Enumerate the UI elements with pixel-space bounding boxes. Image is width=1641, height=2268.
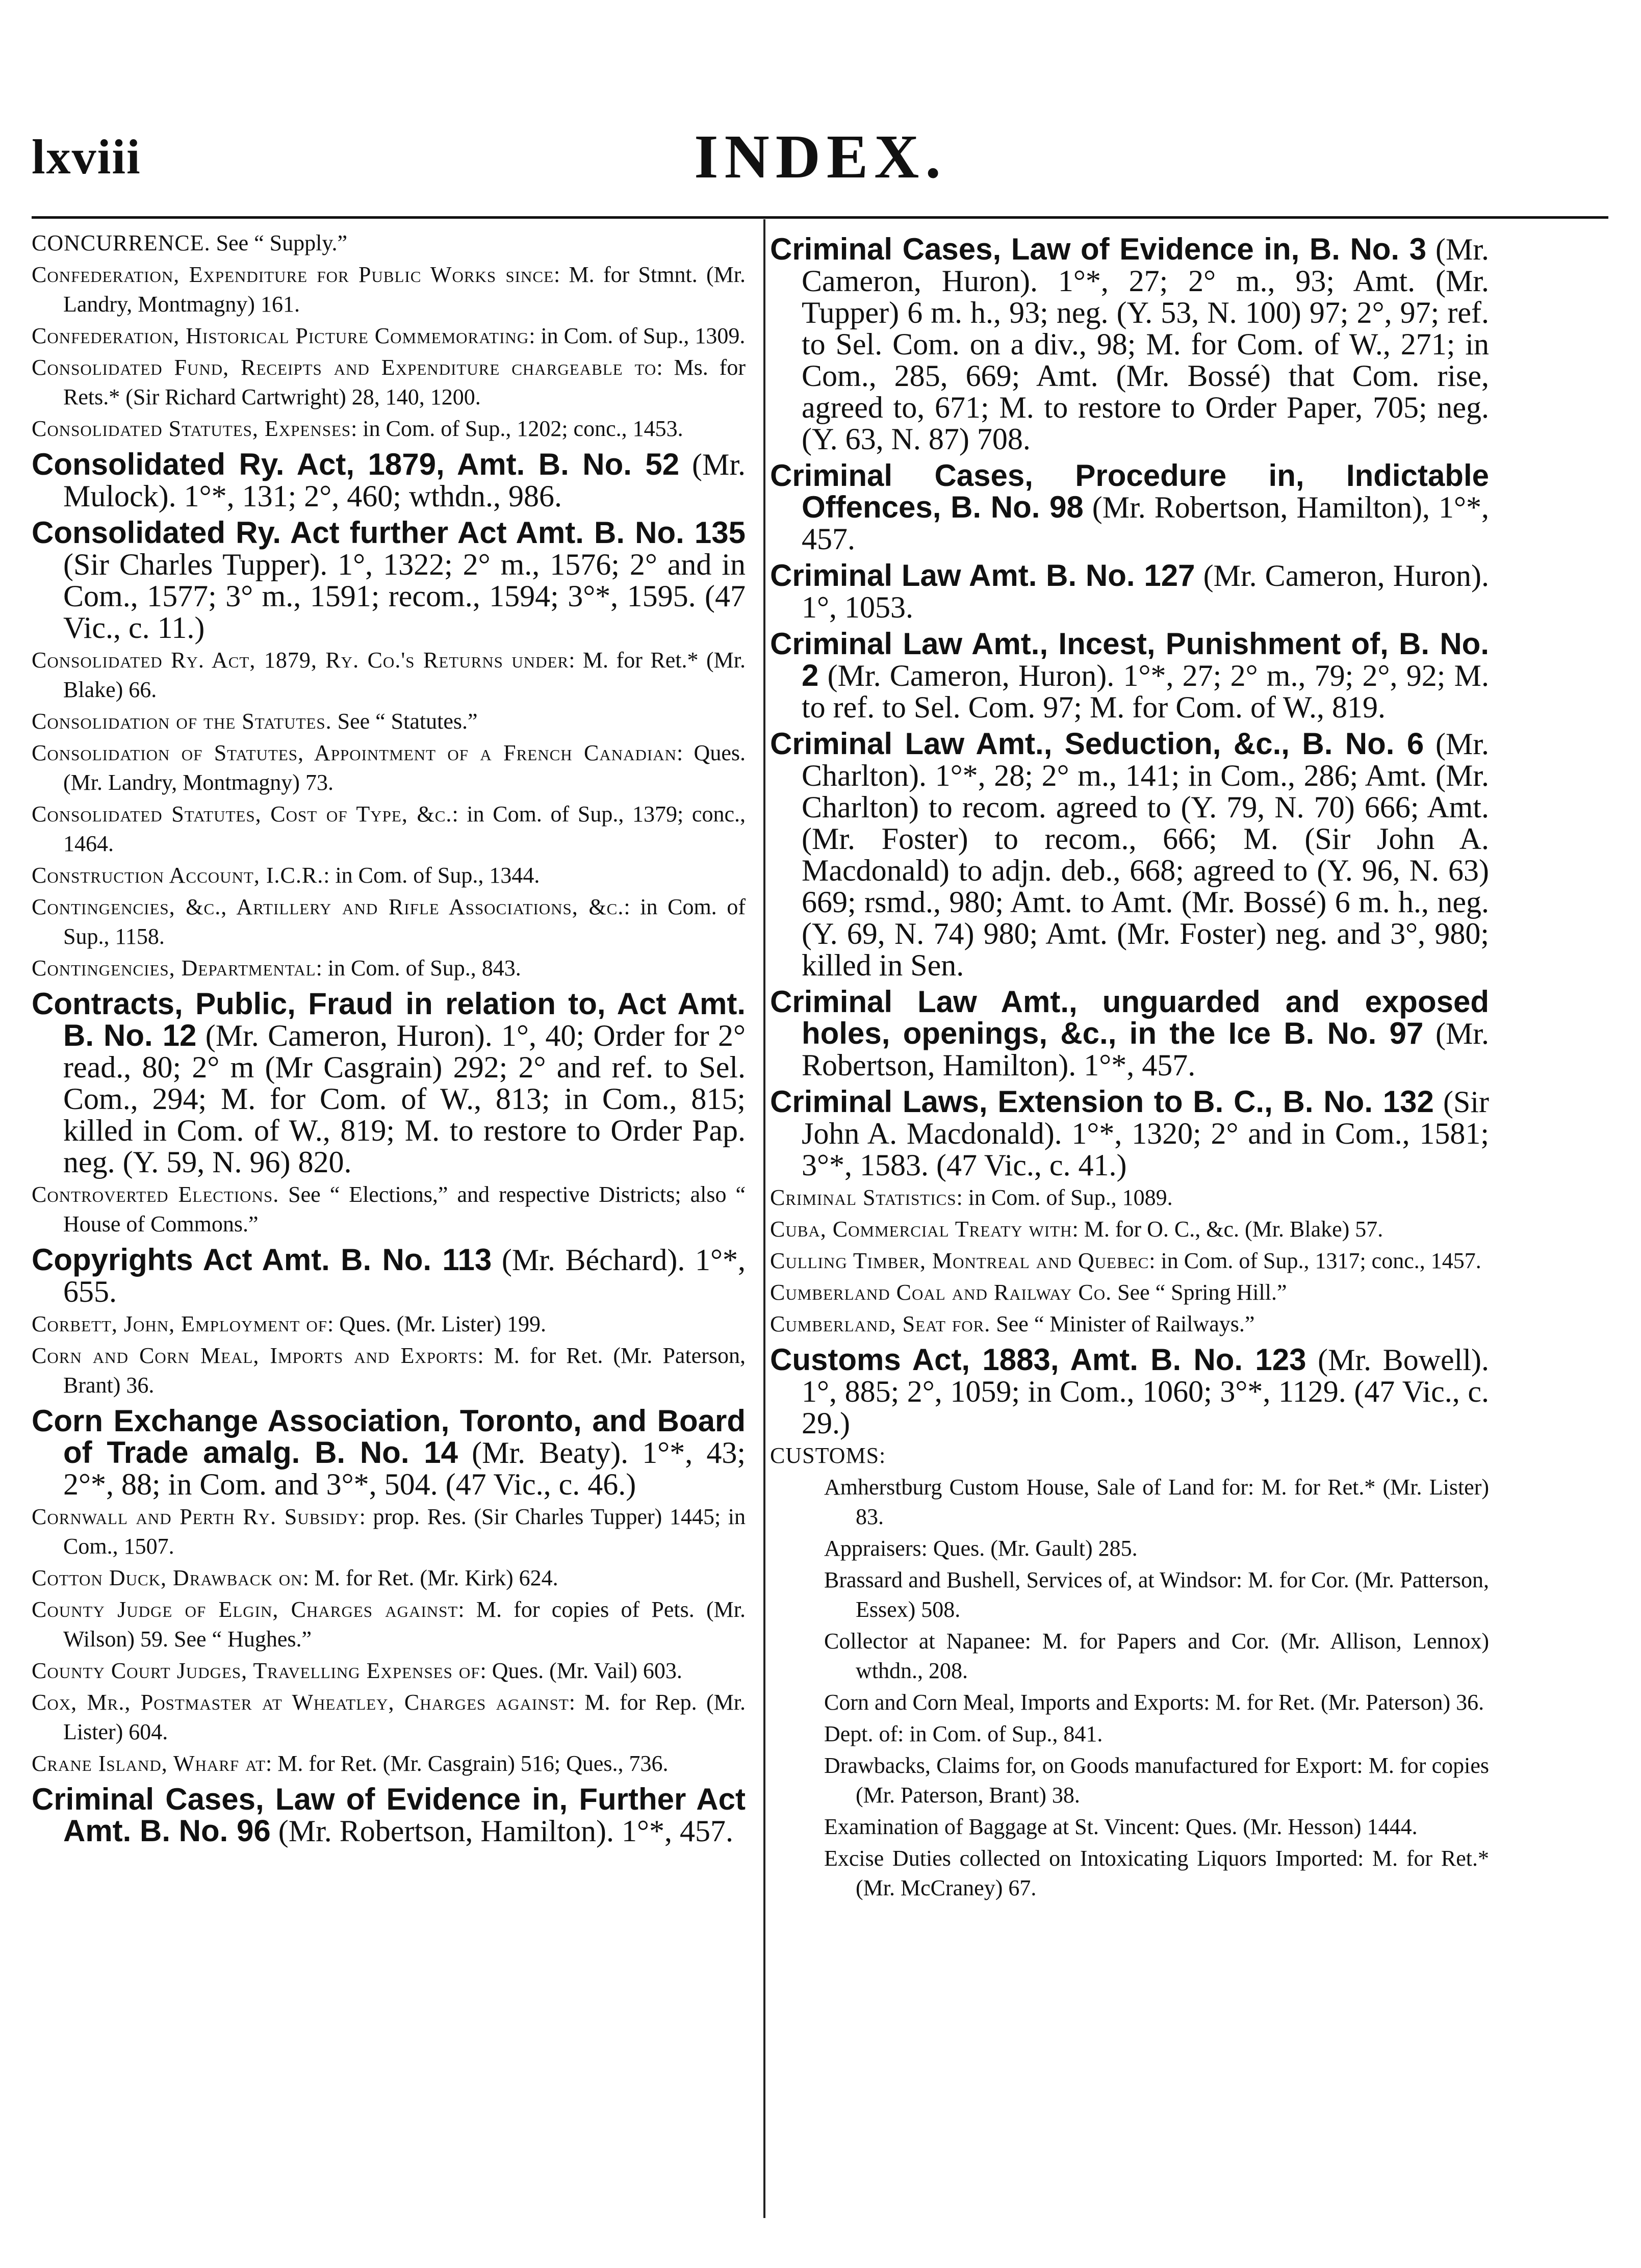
index-entry xyxy=(32,414,746,444)
entry-heading: Confederation, Historical Picture Commemorating xyxy=(32,323,529,348)
entry-references: : M. for O. C., &c. (Mr. Blake) 57. xyxy=(1072,1217,1383,1242)
entry-heading: Cuba, Commercial Treaty with xyxy=(770,1217,1072,1242)
entry-references: See “ Supply.” xyxy=(210,230,348,255)
entry-references: : Ques. (Mr. Vail) 603. xyxy=(480,1658,682,1683)
index-entry xyxy=(32,707,746,736)
index-entry xyxy=(32,517,746,643)
entry-references: : Ms. for Rets.* (Sir Richard Cartwright) 28, 140, 1200. xyxy=(63,355,746,409)
entry-references: : in Com. of Sup., 843. xyxy=(316,956,521,981)
index-entry xyxy=(32,1502,746,1561)
index-entry xyxy=(770,728,1489,981)
header-rule xyxy=(32,216,1608,219)
index-entry xyxy=(32,1309,746,1339)
customs-subentry: Examination of Baggage at St. Vincent: Ques. (Mr. Hesson) 1444. xyxy=(824,1814,1418,1839)
entry-heading: Contingencies, Departmental xyxy=(32,956,316,981)
index-entry xyxy=(770,460,1489,555)
entry-references: : in Com. of Sup., 1089. xyxy=(956,1185,1173,1210)
index-entry xyxy=(32,260,746,319)
index-entry xyxy=(32,738,746,797)
entry-references: : in Com. of Sup., 1317; conc., 1457. xyxy=(1149,1248,1481,1273)
index-entry xyxy=(32,892,746,951)
customs-subentry: Amherstburg Custom House, Sale of Land for: M. for Ret.* (Mr. Lister) 83. xyxy=(824,1475,1489,1529)
entry-heading: Cotton Duck, Drawback on xyxy=(32,1565,303,1590)
entry-references: : prop. Res. (Sir Charles Tupper) 1445; in Com., 1507. xyxy=(63,1504,746,1559)
entry-references: (Mr. Béchard). 1°*, 655. xyxy=(63,1243,746,1308)
entry-heading: Corn Exchange Association, Toronto, and Board of Trade amalg. B. No. 14 xyxy=(32,1404,746,1470)
entry-heading: Corn and Corn Meal, Imports and Exports xyxy=(32,1343,478,1368)
index-entry xyxy=(32,1595,746,1654)
entry-references: (Sir John A. Macdonald). 1°*, 1320; 2° and in Com., 1581; 3°*, 1583. (47 Vic., c. 41.) xyxy=(802,1085,1490,1182)
right-column xyxy=(770,228,1489,1905)
entry-heading: Contracts, Public, Fraud in relation to, Act Amt. B. No. 12 xyxy=(32,987,746,1052)
entry-references: (Mr. Robertson, Hamilton). 1°*, 457. xyxy=(270,1814,733,1848)
index-entry xyxy=(770,1344,1489,1439)
index-entry xyxy=(770,1278,1489,1307)
entry-heading: Contingencies, &c., Artillery and Rifle Associations, &c. xyxy=(32,894,624,919)
index-entry xyxy=(32,1244,746,1307)
entry-heading: Criminal Cases, Procedure in, Indictable Offences, B. No. 98 xyxy=(770,458,1489,524)
entry-heading: Consolidated Fund, Receipts and Expenditure chargeable to xyxy=(32,355,657,380)
entry-heading: Criminal Law Amt., Incest, Punishment of, B. No. 2 xyxy=(770,627,1489,692)
entry-heading: County Court Judges, Travelling Expenses of xyxy=(32,1658,480,1683)
entry-heading: Crane Island, Wharf at xyxy=(32,1751,266,1776)
entry-references: : in Com. of Sup., 1202; conc., 1453. xyxy=(351,416,683,441)
entry-heading: Criminal Law Amt., unguarded and exposed holes, openings, &c., in the Ice B. No. 97 xyxy=(770,985,1489,1050)
customs-subentry: Brassard and Bushell, Services of, at Windsor: M. for Cor. (Mr. Patterson, Essex) 508. xyxy=(824,1567,1489,1622)
customs-subentry: Excise Duties collected on Intoxicating Liquors Imported: M. for Ret.* (Mr. McCraney) 67. xyxy=(824,1846,1489,1900)
entry-heading: Customs Act, 1883, Amt. B. No. 123 xyxy=(770,1343,1306,1377)
entry-heading: Consolidated Ry. Act further Act Amt. B. No. 135 xyxy=(32,516,746,550)
entry-references: (Mr. Bowell). 1°, 885; 2°, 1059; in Com., 1060; 3°*, 1129. (47 Vic., c. 29.) xyxy=(802,1343,1489,1440)
page-title: INDEX. xyxy=(694,122,947,191)
customs-subentry: Collector at Napanee: M. for Papers and Cor. (Mr. Allison, Lennox) wthdn., 208. xyxy=(824,1629,1489,1683)
entry-references: See “ Statutes.” xyxy=(331,709,478,734)
entry-references: (Mr. Beaty). 1°*, 43; 2°*, 88; in Com. and 3°*, 504. (47 Vic., c. 46.) xyxy=(63,1436,746,1501)
entry-references: (Mr. Cameron, Huron). 1°*, 27; 2° m., 93; Amt. (Mr. Tupper) 6 m. h., 93; neg. (Y. 53, N. 100) 97; 2°, 97; ref. to Sel. Com. on a div., 98; M. for Com. of W., 271; in Com., 285, 669; Amt. (Mr. Bossé) that Com. rise, agreed to, 671; M. to restore to Order Paper, 705; neg. (Y. 63, N. 87) 708. xyxy=(802,233,1489,456)
index-entry xyxy=(32,1341,746,1400)
entry-heading: County Judge of Elgin, Charges against xyxy=(32,1597,458,1622)
entry-references: (Mr. Robertson, Hamilton), 1°*, 457. xyxy=(802,491,1490,556)
entry-heading: Cumberland Coal and Railway Co. xyxy=(770,1280,1112,1305)
entry-references: See “ Minister of Railways.” xyxy=(990,1311,1255,1336)
entry-references: (Mr. Cameron, Huron). 1°, 40; Order for 2° read., 80; 2° m (Mr Casgrain) 292; 2° and ref. to Sel. Com., 294; M. for Com. of W., 813; in Com., 815; killed in Com. of W., 819; M. to restore to Order Pap. neg. (Y. 59, N. 96) 820. xyxy=(63,1019,746,1179)
entry-references: : M. for Rep. (Mr. Lister) 604. xyxy=(63,1690,746,1744)
entry-references: (Mr. Mulock). 1°*, 131; 2°, 460; wthdn., 986. xyxy=(63,448,746,513)
entry-heading: CUSTOMS xyxy=(770,1443,880,1468)
entry-references: (Mr. Cameron, Huron). 1°, 1053. xyxy=(802,559,1489,624)
entry-heading: Consolidation of Statutes, Appointment of a French Canadian xyxy=(32,740,677,765)
entry-heading: Consolidated Statutes, Cost of Type, &c. xyxy=(32,802,452,827)
entry-references: : M. for copies of Pets. (Mr. Wilson) 59. See “ Hughes.” xyxy=(63,1597,746,1652)
left-column xyxy=(32,228,746,1849)
index-entry xyxy=(32,861,746,890)
index-entry xyxy=(32,1563,746,1593)
entry-heading: Cox, Mr., Postmaster at Wheatley, Charges against xyxy=(32,1690,569,1715)
index-entry xyxy=(770,628,1489,723)
index-entry xyxy=(32,988,746,1178)
entry-heading: Consolidated Ry. Act, 1879, Ry. Co.'s Returns under xyxy=(32,648,569,673)
index-entry xyxy=(32,1749,746,1779)
index-entry xyxy=(32,1656,746,1686)
entry-heading: Criminal Laws, Extension to B. C., B. No. 132 xyxy=(770,1085,1434,1119)
index-entry xyxy=(32,953,746,983)
index-entry xyxy=(770,1086,1489,1181)
entry-references: See “ Spring Hill.” xyxy=(1112,1280,1287,1305)
entry-heading: Criminal Law Amt. B. No. 127 xyxy=(770,558,1195,592)
index-entry xyxy=(770,1441,1489,1471)
index-entry xyxy=(770,986,1489,1081)
entry-references: (Mr. Charlton). 1°*, 28; 2° m., 141; in Com., 286; Amt. (Mr. Charlton) to recom. agreed to (Y. 79, N. 70) 666; Amt. (Mr. Foster) to recom., 666; M. (Sir John A. Macdonald) to adjn. deb., 668; agreed to (Y. 96, N. 63) 669; rsmd., 980; Amt. to Amt. (Mr. Bossé) 6 m. h., neg. (Y. 69, N. 74) 980; Amt. (Mr. Foster) neg. and 3°, 980; killed in Sen. xyxy=(802,727,1490,982)
entry-references: (Mr. Robertson, Hamilton). 1°*, 457. xyxy=(802,1017,1489,1082)
entry-references: (Sir Charles Tupper). 1°, 1322; 2° m., 1576; 2° and in Com., 1577; 3° m., 1591; recom., 1594; 3°*, 1595. (47 Vic., c. 11.) xyxy=(63,548,746,645)
entry-references: : Ques. (Mr. Landry, Montmagny) 73. xyxy=(63,740,746,795)
customs-subentry: Drawbacks, Claims for, on Goods manufactured for Export: M. for copies (Mr. Paterson, Brant) 38. xyxy=(824,1753,1489,1808)
entry-heading: Cumberland, Seat for. xyxy=(770,1311,991,1336)
entry-references: : M. for Stmnt. (Mr. Landry, Montmagny) 161. xyxy=(63,262,746,317)
entry-heading: Criminal Statistics xyxy=(770,1185,957,1210)
index-entry xyxy=(770,1246,1489,1276)
entry-heading: Consolidation of the Statutes. xyxy=(32,709,332,734)
entry-references: See “ Elections,” and respective Districts; also “ House of Commons.” xyxy=(63,1182,746,1236)
index-entry xyxy=(32,321,746,351)
entry-heading: Cornwall and Perth Ry. Subsidy xyxy=(32,1504,360,1529)
entry-references: : M. for Ret. (Mr. Casgrain) 516; Ques., 736. xyxy=(266,1751,669,1776)
entry-heading: Corbett, John, Employment of xyxy=(32,1311,328,1336)
index-entry xyxy=(770,1309,1489,1339)
customs-subentry: Corn and Corn Meal, Imports and Exports: M. for Ret. (Mr. Paterson) 36. xyxy=(824,1690,1484,1715)
entry-heading: Confederation, Expenditure for Public Works since xyxy=(32,262,554,287)
entry-heading: Controverted Elections. xyxy=(32,1182,279,1207)
entry-heading: Construction Account, I.C.R. xyxy=(32,863,324,888)
page-number: lxviii xyxy=(32,130,141,184)
entry-references: : in Com. of Sup., 1309. xyxy=(529,323,746,348)
index-entry xyxy=(770,1183,1489,1213)
entry-heading: Criminal Law Amt., Seduction, &c., B. No. 6 xyxy=(770,727,1424,761)
entry-references: : in Com. of Sup., 1344. xyxy=(323,863,540,888)
entry-references: : xyxy=(879,1443,886,1468)
entry-references: : in Com. of Sup., 1379; conc., 1464. xyxy=(63,802,746,856)
index-entry xyxy=(32,353,746,412)
customs-subentry: Dept. of: in Com. of Sup., 841. xyxy=(824,1721,1103,1746)
entry-references: : M. for Ret. (Mr. Kirk) 624. xyxy=(302,1565,558,1590)
index-entry xyxy=(32,449,746,512)
entry-heading: Criminal Cases, Law of Evidence in, B. No. 3 xyxy=(770,232,1427,266)
index-entry xyxy=(32,1688,746,1747)
entry-references: : in Com. of Sup., 1158. xyxy=(63,894,746,949)
entry-heading: Criminal Cases, Law of Evidence in, Further Act Amt. B. No. 96 xyxy=(32,1782,746,1848)
index-entry xyxy=(32,800,746,859)
index-entry xyxy=(770,560,1489,623)
customs-subentry: Appraisers: Ques. (Mr. Gault) 285. xyxy=(824,1536,1138,1561)
index-entry xyxy=(32,1405,746,1500)
index-entry xyxy=(770,1215,1489,1244)
index-entry xyxy=(32,646,746,705)
index-entry xyxy=(32,1180,746,1239)
index-entry xyxy=(32,1784,746,1847)
entry-references: : M. for Ret. (Mr. Paterson, Brant) 36. xyxy=(63,1343,746,1398)
entry-heading: Copyrights Act Amt. B. No. 113 xyxy=(32,1243,492,1277)
entry-references: (Mr. Cameron, Huron). 1°*, 27; 2° m., 79; 2°, 92; M. to ref. to Sel. Com. 97; M. for Com. of W., 819. xyxy=(802,659,1489,724)
entry-heading: Consolidated Ry. Act, 1879, Amt. B. No. 52 xyxy=(32,447,680,481)
index-entry xyxy=(32,228,746,258)
index-entry xyxy=(770,234,1489,455)
entry-references: : Ques. (Mr. Lister) 199. xyxy=(327,1311,546,1336)
column-divider xyxy=(763,219,765,2218)
entry-heading: Culling Timber, Montreal and Quebec xyxy=(770,1248,1149,1273)
entry-heading: CONCURRENCE. xyxy=(32,230,211,255)
entry-references: : M. for Ret.* (Mr. Blake) 66. xyxy=(63,648,746,702)
entry-heading: Consolidated Statutes, Expenses xyxy=(32,416,351,441)
